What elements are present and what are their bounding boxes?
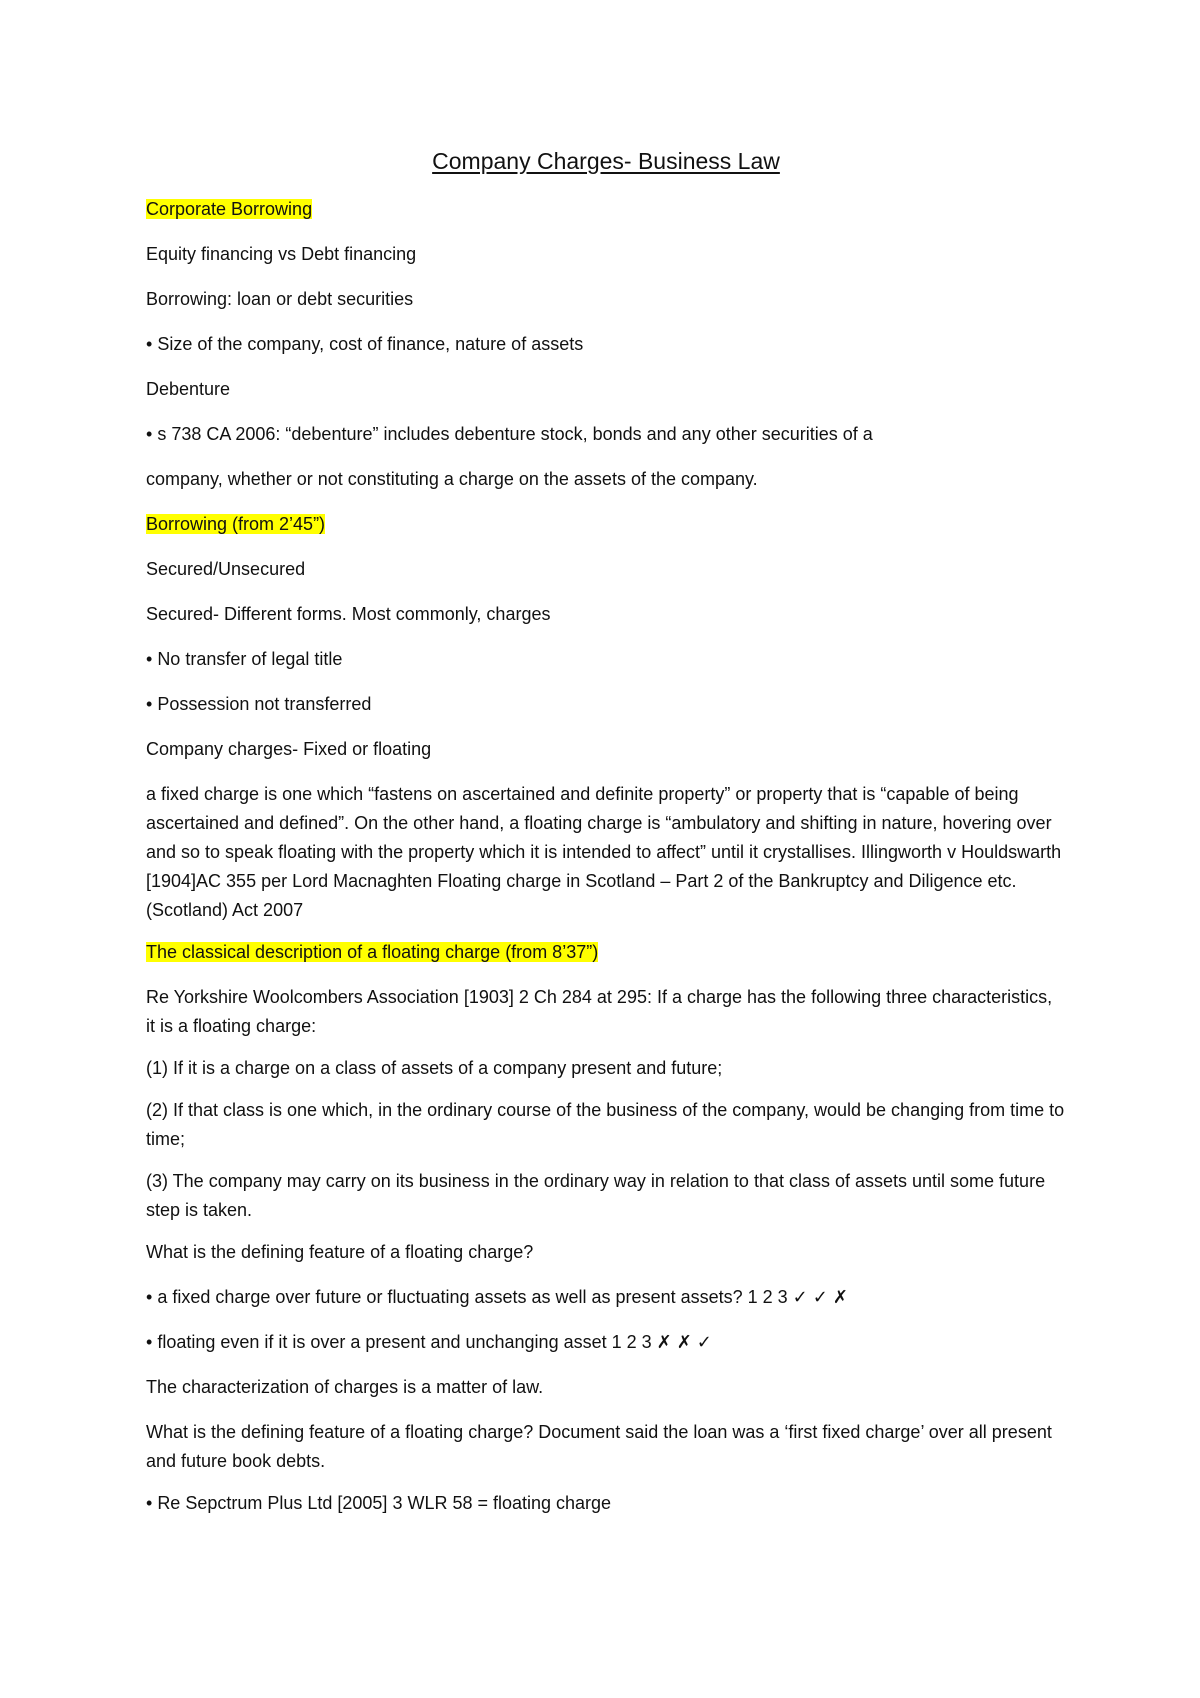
bullet-item xyxy=(146,1489,1066,1518)
document-title: Company Charges- Business Law xyxy=(432,148,780,174)
bullet-text: • floating even if it is over a present and unchanging asset 1 2 3 ✗ ✗ ✓ xyxy=(146,1332,712,1352)
paragraph: Company charges- Fixed or floating xyxy=(146,739,432,759)
paragraph: Re Yorkshire Woolcombers Association [1903] 2 Ch 284 at 295: If a charge has the following three characteristics, it is a floating charge: xyxy=(146,987,1053,1036)
bullet-text: • Re Sepctrum Plus Ltd [2005] 3 WLR 58 = floating charge xyxy=(146,1493,611,1513)
paragraph: What is the defining feature of a floating charge? Document said the loan was a ‘first fixed charge’ over all present and future book debts. xyxy=(146,1422,1052,1471)
document-body xyxy=(146,146,1066,1534)
bullet-text: • Possession not transferred xyxy=(146,694,371,714)
paragraph: Equity financing vs Debt financing xyxy=(146,244,417,264)
paragraph: company, whether or not constituting a charge on the assets of the company. xyxy=(146,469,758,489)
paragraph: a fixed charge is one which “fastens on ascertained and definite property” or property that is “capable of being ascertained and defined”. On the other hand, a floating charge is “ambulatory and shifting in nature, hovering over and so to speak floating with the property which it is intended to affect” until it crystallises. Illingworth v Houldswarth [1904]AC 355 per Lord Macnaghten Floating charge in Scotland – Part 2 of the Bankruptcy and Diligence etc. (Scotland) Act 2007 xyxy=(146,784,1062,920)
paragraph xyxy=(146,195,1066,224)
paragraph: Secured/Unsecured xyxy=(146,559,306,579)
bullet-item xyxy=(146,1283,1066,1312)
bullet-item xyxy=(146,1328,1066,1357)
highlighted-heading: Corporate Borrowing xyxy=(146,199,313,219)
bullet-item xyxy=(146,690,1066,719)
highlighted-heading: Borrowing (from 2’45”) xyxy=(146,514,326,534)
paragraph: (1) If it is a charge on a class of assets of a company present and future; xyxy=(146,1058,723,1078)
paragraph xyxy=(146,938,1066,967)
bullet-item xyxy=(146,645,1066,674)
paragraph: (2) If that class is one which, in the ordinary course of the business of the company, would be changing from time to time; xyxy=(146,1100,1065,1149)
bullet-text: • No transfer of legal title xyxy=(146,649,342,669)
highlighted-heading: The classical description of a floating charge (from 8’37”) xyxy=(146,942,599,962)
paragraph: Secured- Different forms. Most commonly, charges xyxy=(146,604,551,624)
bullet-text: • s 738 CA 2006: “debenture” includes debenture stock, bonds and any other securities of a xyxy=(146,424,873,444)
paragraph: The characterization of charges is a matter of law. xyxy=(146,1377,544,1397)
paragraph: Borrowing: loan or debt securities xyxy=(146,289,414,309)
bullet-text: • a fixed charge over future or fluctuating assets as well as present assets? 1 2 3 ✓ ✓ ✗ xyxy=(146,1287,848,1307)
paragraph xyxy=(146,510,1066,539)
paragraph: (3) The company may carry on its business in the ordinary way in relation to that class of assets until some future step is taken. xyxy=(146,1171,1046,1220)
paragraph: What is the defining feature of a floating charge? xyxy=(146,1242,534,1262)
paragraph: Debenture xyxy=(146,379,231,399)
bullet-item xyxy=(146,420,1066,449)
bullet-item xyxy=(146,330,1066,359)
bullet-text: • Size of the company, cost of finance, nature of assets xyxy=(146,334,583,354)
